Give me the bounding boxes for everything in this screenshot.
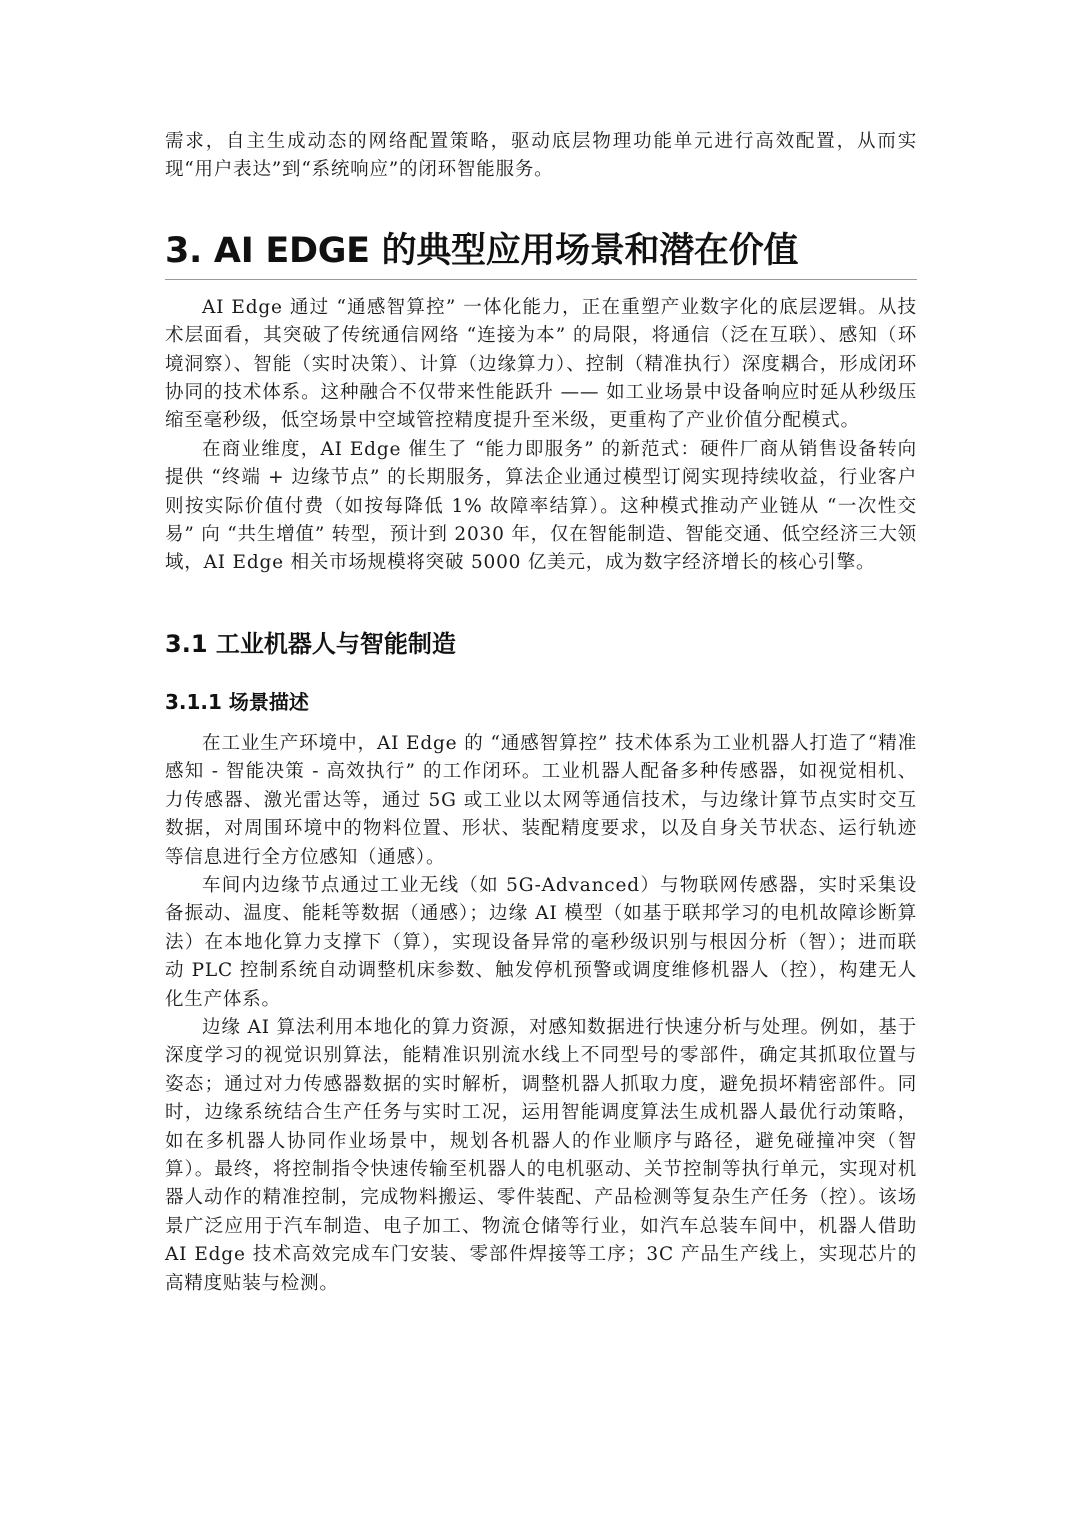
document-page (165, 128, 917, 1298)
section-3-1-heading: 3.1 工业机器人与智能制造 (165, 629, 456, 658)
section-3-1-1-paragraph-3: 边缘 AI 算法利用本地化的算力资源，对感知数据进行快速分析与处理。例如，基于深度学习的视觉识别算法，能精准识别流水线上不同型号的零部件，确定其抓取位置与姿态；通过对力传感器数据的实时解析，调整机器人抓取力度，避免损坏精密部件。同时，边缘系统结合生产任务与实时工况，运用智能调度算法生成机器人最优行动策略，如在多机器人协同作业场景中，规划各机器人的作业顺序与路径，避免碰撞冲突（智算）。最终，将控制指令快速传输至机器人的电机驱动、关节控制等执行单元，实现对机器人动作的精准控制，完成物料搬运、零件装配、产品检测等复杂生产任务（控）。该场景广泛应用于汽车制造、电子加工、物流仓储等行业，如汽车总装车间中，机器人借助 AI Edge 技术高效完成车门安装、零部件焊接等工序；3C 产品生产线上，实现芯片的高精度贴装与检测。 (165, 1016, 917, 1294)
section-3-1-1-paragraph-2: 车间内边缘节点通过工业无线（如 5G-Advanced）与物联网传感器，实时采集设备振动、温度、能耗等数据（通感）；边缘 AI 模型（如基于联邦学习的电机故障诊断算法）在本地化算力支撑下（算），实现设备异常的毫秒级识别与根因分析（智）；进而联动 PLC 控制系统自动调整机床参数、触发停机预警或调度维修机器人（控），构建无人化生产体系。 (165, 874, 917, 1010)
section-3-paragraph-1: AI Edge 通过 “通感智算控” 一体化能力，正在重塑产业数字化的底层逻辑。从技术层面看，其突破了传统通信网络 “连接为本” 的局限，将通信（泛在互联）、感知（环境洞察）、智能（实时决策）、计算（边缘算力）、控制（精准执行）深度耦合，形成闭环协同的技术体系。这种融合不仅带来性能跃升 —— 如工业场景中设备响应时延从秒级压缩至毫秒级，低空场景中空域管控精度提升至米级，更重构了产业价值分配模式。 (165, 296, 917, 432)
section-3-heading: 3. AI EDGE 的典型应用场景和潜在价值 (165, 229, 917, 280)
section-3-paragraph-2: 在商业维度，AI Edge 催生了 “能力即服务” 的新范式：硬件厂商从销售设备转向提供 “终端 + 边缘节点” 的长期服务，算法企业通过模型订阅实现持续收益，行业客户则按实际价值付费（如按每降低 1% 故障率结算）。这种模式推动产业链从 “一次性交易” 向 “共生增值” 转型，预计到 2030 年，仅在智能制造、智能交通、低空经济三大领域，AI Edge 相关市场规模将突破 5000 亿美元，成为数字经济增长的核心引擎。 (165, 438, 917, 574)
section-3-1-1-paragraph-1: 在工业生产环境中，AI Edge 的 “通感智算控” 技术体系为工业机器人打造了“精准感知 - 智能决策 - 高效执行” 的工作闭环。工业机器人配备多种传感器，如视觉相机、力传感器、激光雷达等，通过 5G 或工业以太网等通信技术，与边缘计算节点实时交互数据，对周围环境中的物料位置、形状、装配精度要求，以及自身关节状态、运行轨迹等信息进行全方位感知（通感）。 (165, 732, 917, 868)
section-3-1-1-heading: 3.1.1 场景描述 (165, 689, 309, 714)
intro-continuation-paragraph: 需求，自主生成动态的网络配置策略，驱动底层物理功能单元进行高效配置，从而实现“用户表达”到“系统响应”的闭环智能服务。 (165, 131, 917, 181)
